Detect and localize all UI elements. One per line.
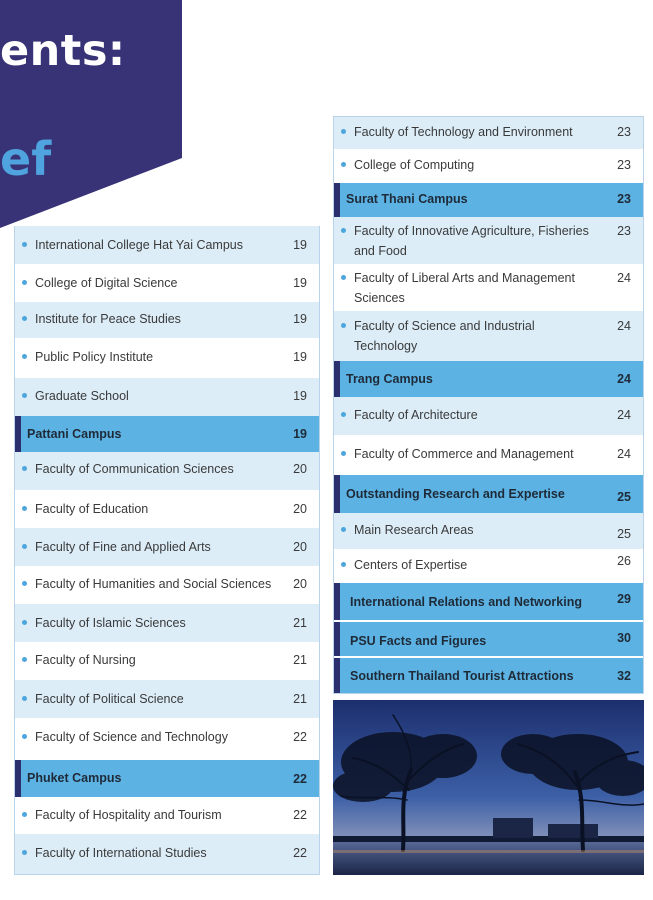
toc-entry-education[interactable]: Faculty of Education 20	[15, 490, 319, 528]
toc-section-international-relations[interactable]: International Relations and Networking 29	[334, 583, 643, 620]
toc-section-phuket-campus[interactable]: Phuket Campus 22	[15, 760, 319, 797]
bullet-icon	[341, 129, 346, 134]
bullet-icon	[22, 850, 27, 855]
toc-entry-public-policy[interactable]: Public Policy Institute 19	[15, 338, 319, 378]
bullet-icon	[341, 412, 346, 417]
toc-section-facts-figures[interactable]: PSU Facts and Figures 30	[334, 622, 643, 656]
toc-entry-science-industrial-technology[interactable]: Faculty of Science and Industrial Technology 24	[334, 311, 643, 361]
bullet-icon	[22, 812, 27, 817]
toc-section-surat-thani-campus[interactable]: Surat Thani Campus 23	[334, 183, 643, 217]
page-title-line-1: ents:	[0, 26, 126, 76]
bullet-icon	[22, 506, 27, 511]
toc-entry-communication-sciences[interactable]: Faculty of Communication Sciences 20	[15, 452, 319, 490]
toc-section-pattani-campus[interactable]: Pattani Campus 19	[15, 416, 319, 452]
toc-entry-graduate-school[interactable]: Graduate School 19	[15, 378, 319, 416]
bullet-icon	[22, 242, 27, 247]
toc-entry-political-science[interactable]: Faculty of Political Science 21	[15, 680, 319, 718]
toc-entry-peace-studies[interactable]: Institute for Peace Studies 19	[15, 302, 319, 338]
toc-entry-international-studies[interactable]: Faculty of International Studies 22	[15, 834, 319, 874]
toc-entry-innovative-agriculture[interactable]: Faculty of Innovative Agriculture, Fisheries and Food 23	[334, 217, 643, 264]
toc-entry-college-computing[interactable]: College of Computing 23	[334, 149, 643, 183]
bullet-icon	[341, 162, 346, 167]
toc-right-column	[333, 116, 644, 694]
toc-entry-nursing[interactable]: Faculty of Nursing 21	[15, 642, 319, 680]
toc-entry-centers-of-expertise[interactable]: Centers of Expertise 26	[334, 549, 643, 583]
toc-entry-humanities[interactable]: Faculty of Humanities and Social Sciences 20	[15, 566, 319, 604]
toc-entry-hospitality-tourism[interactable]: Faculty of Hospitality and Tourism 22	[15, 797, 319, 834]
toc-section-trang-campus[interactable]: Trang Campus 24	[334, 361, 643, 397]
bullet-icon	[22, 734, 27, 739]
toc-entry-technology-environment[interactable]: Faculty of Technology and Environment 23	[334, 117, 643, 149]
bullet-icon	[22, 316, 27, 321]
bullet-icon	[341, 562, 346, 567]
bullet-icon	[22, 581, 27, 586]
toc-entry-liberal-arts[interactable]: Faculty of Liberal Arts and Management Sciences 24	[334, 264, 643, 311]
toc-entry-fine-applied-arts[interactable]: Faculty of Fine and Applied Arts 20	[15, 528, 319, 566]
bullet-icon	[341, 527, 346, 532]
toc-entry-international-college[interactable]: International College Hat Yai Campus 19	[15, 226, 319, 264]
toc-entry-architecture[interactable]: Faculty of Architecture 24	[334, 397, 643, 435]
bullet-icon	[22, 393, 27, 398]
bullet-icon	[341, 323, 346, 328]
bullet-icon	[341, 228, 346, 233]
toc-entry-commerce-management[interactable]: Faculty of Commerce and Management 24	[334, 435, 643, 475]
bullet-icon	[22, 696, 27, 701]
bullet-icon	[22, 466, 27, 471]
bullet-icon	[22, 354, 27, 359]
bullet-icon	[341, 451, 346, 456]
toc-entry-islamic-sciences[interactable]: Faculty of Islamic Sciences 21	[15, 604, 319, 642]
page-title-line-2: ef	[0, 132, 52, 186]
bullet-icon	[22, 657, 27, 662]
bullet-icon	[22, 280, 27, 285]
toc-entry-science-technology[interactable]: Faculty of Science and Technology 22	[15, 718, 319, 760]
toc-section-outstanding-research[interactable]: Outstanding Research and Expertise 25	[334, 475, 643, 513]
toc-entry-college-digital-science[interactable]: College of Digital Science 19	[15, 264, 319, 302]
toc-entry-main-research-areas[interactable]: Main Research Areas 25	[334, 513, 643, 549]
toc-left-column	[14, 226, 320, 875]
toc-section-tourist-attractions[interactable]: Southern Thailand Tourist Attractions 32	[334, 658, 643, 693]
bullet-icon	[22, 620, 27, 625]
campus-lake-photo	[333, 700, 644, 875]
bullet-icon	[22, 544, 27, 549]
bullet-icon	[341, 275, 346, 280]
